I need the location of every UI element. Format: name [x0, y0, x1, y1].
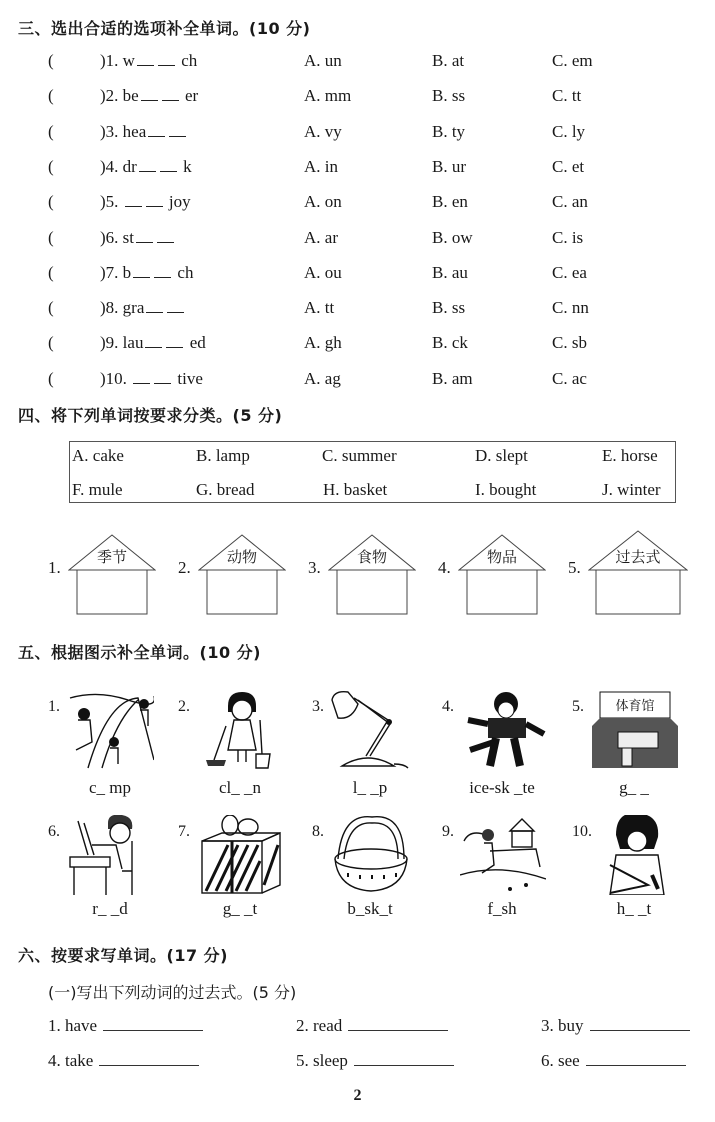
picture-word: r_ _d [92, 899, 128, 918]
picture-number: 5. [572, 698, 584, 715]
page-number: 2 [353, 1087, 362, 1104]
question-row [0, 86, 715, 116]
basket-picture [328, 815, 414, 895]
answer-paren-open[interactable]: ( [48, 333, 54, 353]
option-a: A. vy [304, 121, 342, 141]
verb-item: 2. read [296, 1014, 448, 1036]
question-stem: )6. st [100, 228, 176, 248]
letter-blank [166, 333, 183, 348]
option-c: C. ea [552, 262, 587, 282]
option-a: A. ar [304, 227, 338, 247]
word-bank-item: E. horse [602, 446, 658, 465]
answer-line[interactable] [99, 1049, 199, 1066]
option-b: B. ss [432, 86, 466, 106]
camping-tent-picture [68, 690, 154, 770]
question-row [0, 157, 715, 187]
house-icon: 物品 [458, 534, 546, 616]
question-stem: )8. gra [100, 298, 186, 318]
picture-word: cl_ _n [218, 778, 262, 797]
word-bank-item: B. lamp [196, 446, 250, 465]
letter-blank [133, 263, 150, 278]
option-c: C. sb [552, 333, 587, 353]
option-b: B. ur [432, 156, 466, 176]
question-stem: )3. hea [100, 122, 188, 142]
verb-item: 3. buy [541, 1014, 690, 1036]
question-stem: )5. joy [100, 192, 191, 212]
option-b: B. ck [432, 333, 468, 353]
section5-title: 五、根据图示补全单词。(10 分) [18, 643, 261, 662]
picture-number: 2. [178, 698, 190, 715]
house-icon: 过去式 [588, 530, 688, 616]
question-stem: )2. be er [100, 86, 199, 106]
option-b: B. au [432, 262, 468, 282]
option-b: B. ow [432, 227, 473, 247]
option-c: C. is [552, 227, 584, 247]
option-c: C. tt [552, 86, 582, 106]
picture-word: g_ _ [619, 778, 649, 797]
option-a: A. on [304, 192, 342, 212]
girl-hurt-picture [592, 815, 678, 895]
gym-picture [592, 690, 678, 770]
picture-word: ice-sk _te [469, 778, 535, 797]
question-stem: )9. lau ed [100, 333, 206, 353]
option-a: A. tt [304, 298, 335, 318]
answer-paren-open[interactable]: ( [48, 192, 54, 212]
answer-paren-open[interactable]: ( [48, 121, 54, 141]
question-row [0, 298, 715, 328]
ice-skater-picture [460, 690, 546, 770]
answer-paren-open[interactable]: ( [48, 156, 54, 176]
question-stem: )7. b ch [100, 262, 194, 282]
answer-paren-open[interactable]: ( [48, 262, 54, 282]
picture-number: 1. [48, 698, 60, 715]
letter-blank [146, 298, 163, 313]
question-row [0, 263, 715, 293]
boy-fishing-picture [460, 815, 546, 895]
option-a: A. mm [304, 86, 352, 106]
answer-line[interactable] [586, 1049, 686, 1066]
girl-sweeping-picture [198, 690, 284, 770]
letter-blank [125, 192, 142, 207]
word-bank-item: D. slept [475, 446, 528, 465]
option-a: A. ou [304, 262, 342, 282]
option-b: B. en [432, 192, 468, 212]
house-answer-box[interactable] [77, 570, 147, 614]
letter-blank [141, 86, 158, 101]
picture-number: 3. [312, 698, 324, 715]
house-answer-box[interactable] [596, 570, 680, 614]
letter-blank [154, 369, 171, 384]
picture-word: g_ _t [222, 899, 258, 918]
word-bank-item: J. winter [602, 480, 661, 499]
word-bank-item: C. summer [322, 446, 397, 465]
question-row [0, 122, 715, 152]
picture-number: 4. [442, 698, 454, 715]
question-stem: )4. dr k [100, 156, 192, 176]
answer-line[interactable] [354, 1049, 454, 1066]
picture-word: l_ _p [352, 778, 388, 797]
house-icon: 季节 [68, 534, 156, 616]
word-bank-item: I. bought [475, 480, 537, 499]
question-row [0, 228, 715, 258]
picture-number: 6. [48, 823, 60, 840]
option-a: A. in [304, 156, 338, 176]
house-answer-box[interactable] [337, 570, 407, 614]
option-a: A. gh [304, 333, 342, 353]
boy-reading-picture [68, 815, 154, 895]
question-stem: )10. tive [100, 368, 203, 388]
picture-number: 9. [442, 823, 454, 840]
letter-blank [158, 51, 175, 66]
letter-blank [137, 51, 154, 66]
picture-word: f_sh [487, 899, 517, 918]
verb-item: 4. take [48, 1049, 199, 1071]
letter-blank [148, 122, 165, 137]
question-stem: )1. w ch [100, 51, 198, 70]
section4-title: 四、将下列单词按要求分类。(5 分) [18, 406, 283, 425]
letter-blank [145, 333, 162, 348]
word-bank-item: G. bread [196, 480, 255, 499]
section3-title: 三、选出合适的选项补全单词。(10 分) [18, 19, 311, 38]
word-bank-item: H. basket [323, 480, 388, 499]
question-row [0, 192, 715, 222]
picture-number: 8. [312, 823, 324, 840]
letter-blank [136, 228, 153, 243]
picture-number: 7. [178, 823, 190, 840]
word-bank-item: F. mule [72, 480, 123, 499]
option-a: A. ag [304, 368, 341, 388]
letter-blank [162, 86, 179, 101]
desk-lamp-picture [328, 690, 414, 770]
word-bank-item: A. cake [72, 446, 124, 465]
option-b: B. at [432, 51, 465, 70]
answer-line[interactable] [348, 1014, 448, 1031]
gift-box-picture [198, 815, 284, 895]
question-row [0, 369, 715, 399]
answer-paren-open[interactable]: ( [48, 298, 54, 318]
letter-blank [157, 228, 174, 243]
answer-paren-open[interactable]: ( [48, 51, 54, 70]
section6-subtitle: (一)写出下列动词的过去式。(5 分) [48, 983, 297, 1002]
option-c: C. et [552, 156, 585, 176]
house-icon: 食物 [328, 534, 416, 616]
option-a: A. un [304, 51, 342, 70]
house-icon: 动物 [198, 534, 286, 616]
picture-word: c_ mp [88, 778, 132, 797]
letter-blank [167, 298, 184, 313]
letter-blank [139, 157, 156, 172]
section6-title: 六、按要求写单词。(17 分) [18, 946, 228, 965]
letter-blank [160, 157, 177, 172]
house-answer-box[interactable] [207, 570, 277, 614]
picture-word: b_sk_t [347, 899, 393, 918]
option-c: C. ac [552, 368, 587, 388]
answer-paren-open[interactable]: ( [48, 227, 54, 247]
option-b: B. am [432, 368, 473, 388]
option-b: B. ty [432, 121, 466, 141]
verb-item: 5. sleep [296, 1049, 454, 1071]
question-row [0, 333, 715, 363]
word-bank-box [69, 441, 676, 503]
answer-paren-open[interactable]: ( [48, 86, 54, 106]
option-c: C. nn [552, 298, 589, 318]
answer-line[interactable] [590, 1014, 690, 1031]
letter-blank [154, 263, 171, 278]
verb-item: 6. see [541, 1049, 686, 1071]
verb-item: 1. have [48, 1014, 203, 1036]
answer-paren-open[interactable]: ( [48, 368, 54, 388]
answer-line[interactable] [103, 1014, 203, 1031]
option-c: C. an [552, 192, 588, 212]
option-c: C. ly [552, 121, 586, 141]
letter-blank [146, 192, 163, 207]
question-row [0, 51, 715, 81]
option-c: C. em [552, 51, 593, 70]
svg-text:体育馆: 体育馆 [615, 699, 655, 714]
option-b: B. ss [432, 298, 466, 318]
letter-blank [169, 122, 186, 137]
house-answer-box[interactable] [467, 570, 537, 614]
picture-number: 10. [572, 823, 592, 840]
picture-word: h_ _t [616, 899, 652, 918]
letter-blank [133, 369, 150, 384]
